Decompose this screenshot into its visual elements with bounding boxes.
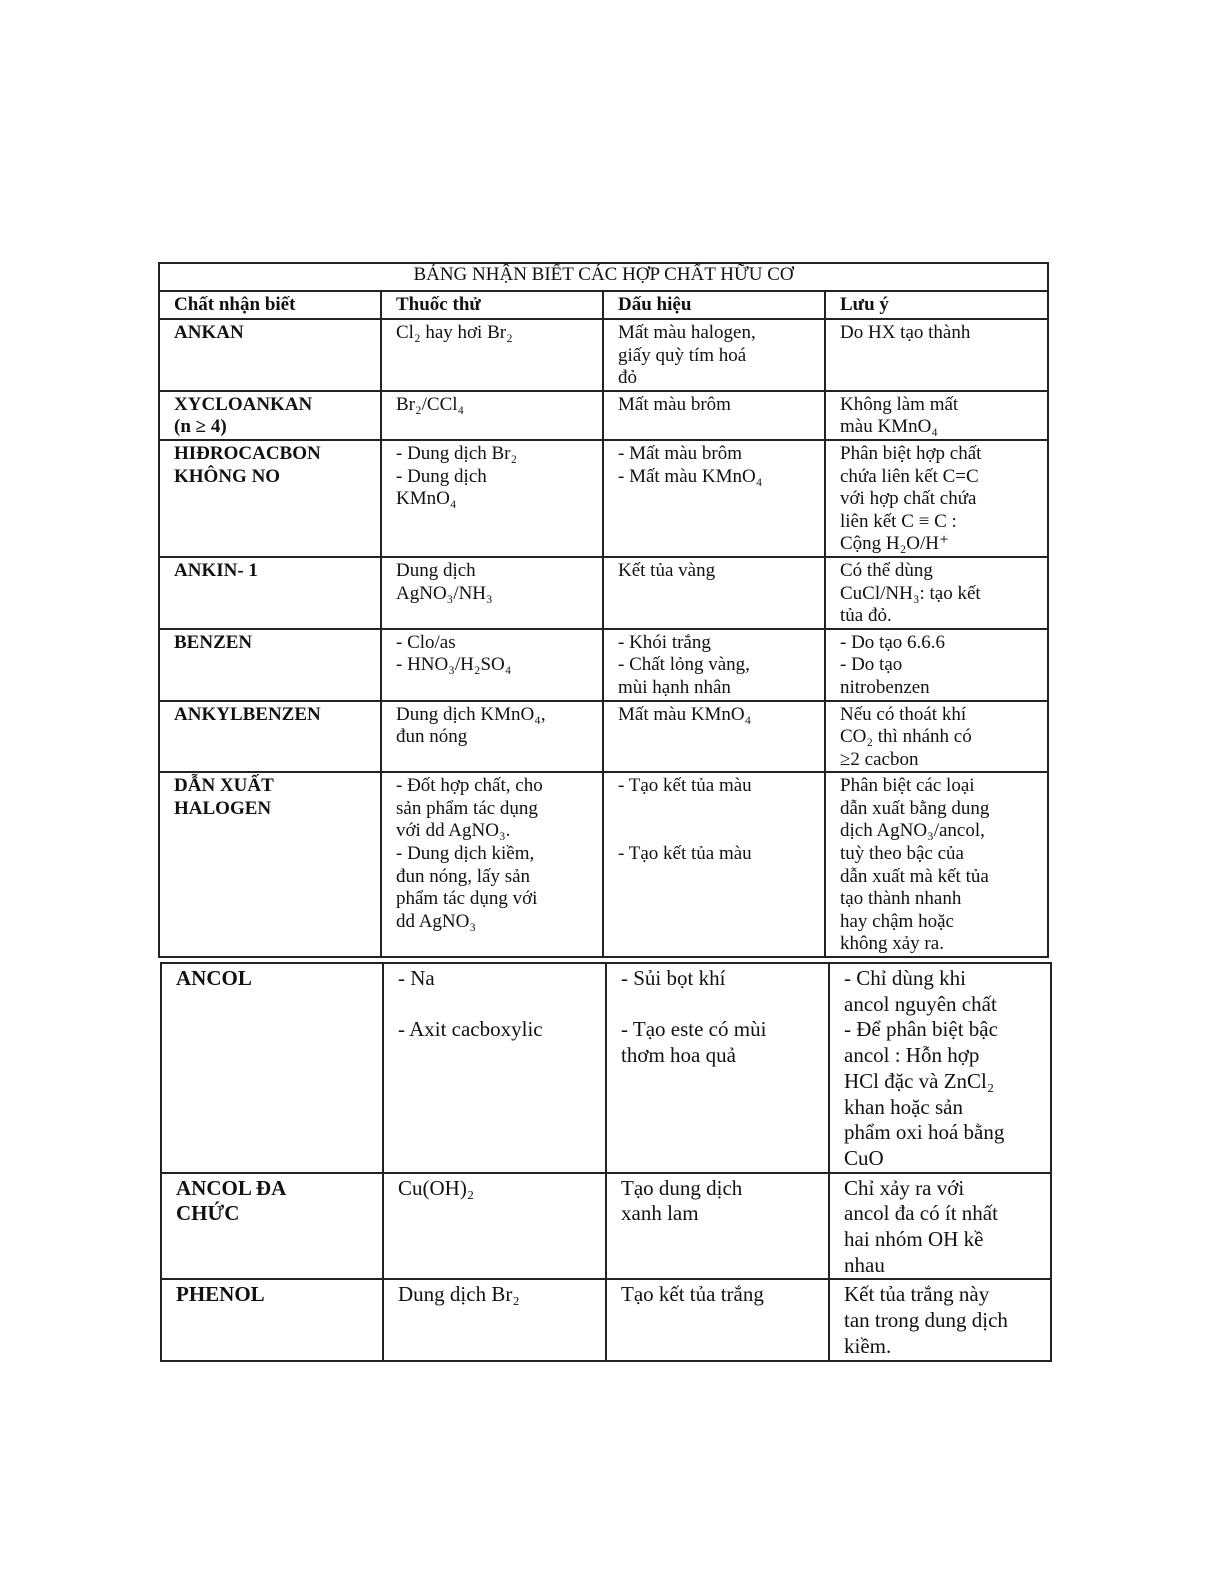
cell-sign: [603, 557, 825, 629]
cell-compound: [159, 319, 381, 391]
cell-note: [825, 440, 1048, 557]
cell-line: AgNO₃/NH₃: [396, 582, 493, 604]
cell-line: - Mất màu brôm: [618, 442, 743, 464]
cell-line: Tạo kết tủa trắng: [621, 1282, 764, 1307]
cell-line: - Na: [398, 966, 435, 990]
table-row: [159, 772, 1048, 957]
cell-line: PHENOL: [176, 1282, 265, 1307]
cell-line: [618, 820, 824, 843]
cell-line: HCl đặc và ZnCl₂: [844, 1068, 995, 1093]
cell-compound: [159, 440, 381, 557]
cell-compound: [161, 1279, 383, 1360]
cell-line: [618, 798, 824, 821]
cell-line: với hợp chất chứa: [840, 488, 977, 510]
cell-line: đun nóng: [396, 726, 468, 748]
cell-sign: [603, 440, 825, 557]
cell-line: thơm hoa quả: [621, 1043, 736, 1068]
cell-line: đỏ: [618, 367, 637, 389]
cell-sign: [603, 319, 825, 391]
cell-line: KHÔNG NO: [174, 465, 281, 487]
table-row: [161, 1173, 1051, 1280]
cell-line: - Dung dịch Br₂: [396, 442, 518, 464]
cell-line: Cl₂ hay hơi Br₂: [396, 322, 513, 343]
cell-line: màu KMnO₄: [840, 416, 938, 438]
cell-line: - Khói trắng: [618, 631, 711, 653]
cell-compound: [159, 629, 381, 701]
cell-line: xanh lam: [621, 1201, 699, 1226]
cell-reagent: [381, 319, 603, 391]
header-sign: Dấu hiệu: [603, 291, 825, 319]
cell-line: kiềm.: [844, 1333, 892, 1358]
cell-sign: [606, 1173, 829, 1280]
table-title: BẢNG NHẬN BIẾT CÁC HỢP CHẤT HỮU CƠ: [159, 263, 1048, 291]
table-row: [161, 1279, 1051, 1360]
cell-line: liên kết C ≡ C :: [840, 510, 957, 532]
cell-line: Br₂/CCl₄: [396, 393, 465, 415]
cell-line: - Tạo kết tủa màu: [618, 843, 752, 865]
cell-line: Phân biệt các loại: [840, 775, 975, 797]
cell-line: dịch AgNO₃/ancol,: [840, 820, 985, 842]
cell-line: CO₂ thì nhánh có: [840, 726, 972, 748]
cell-line: mùi hạnh nhân: [618, 676, 731, 698]
cell-note: [825, 391, 1048, 440]
cell-line: Chỉ xảy ra với: [844, 1175, 965, 1200]
cell-line: nitrobenzen: [840, 676, 930, 698]
cell-compound: [161, 963, 383, 1173]
cell-line: XYCLOANKAN: [174, 393, 313, 415]
cell-line: - Tạo kết tủa màu: [618, 775, 752, 797]
cell-reagent: [381, 391, 603, 440]
cell-line: ANCOL ĐA: [176, 1175, 287, 1200]
cell-line: ≥2 cacbon: [840, 748, 919, 770]
cell-note: [825, 557, 1048, 629]
cell-line: Kết tủa vàng: [618, 559, 716, 581]
cell-line: (n ≥ 4): [174, 416, 227, 438]
cell-line: Mất màu halogen,: [618, 322, 756, 343]
header-compound: Chất nhận biết: [159, 291, 381, 319]
cell-line: đun nóng, lấy sản: [396, 865, 531, 887]
cell-sign: [606, 963, 829, 1173]
cell-line: BENZEN: [174, 631, 253, 653]
cell-sign: [603, 629, 825, 701]
cell-line: Cu(OH)₂: [398, 1175, 475, 1200]
cell-line: CHỨC: [176, 1201, 240, 1226]
cell-line: ANKYLBENZEN: [174, 703, 321, 725]
cell-line: - Dung dịch kiềm,: [396, 843, 535, 865]
cell-line: DẪN XUẤT: [174, 775, 274, 797]
cell-line: - Tạo este có mùi: [621, 1017, 767, 1042]
cell-line: dd AgNO₃: [396, 910, 476, 932]
cell-line: - Để phân biệt bậc: [844, 1017, 998, 1042]
cell-line: không xảy ra.: [840, 933, 944, 955]
cell-reagent: [383, 1279, 606, 1360]
cell-line: sản phẩm tác dụng: [396, 797, 538, 819]
cell-line: Có thể dùng: [840, 559, 933, 581]
cell-reagent: [381, 701, 603, 773]
cell-sign: [606, 1279, 829, 1360]
cell-line: Phân biệt hợp chất: [840, 442, 982, 464]
cell-line: - Chất lỏng vàng,: [618, 654, 750, 676]
cell-line: ANKIN- 1: [174, 559, 258, 581]
cell-note: [825, 701, 1048, 773]
cell-line: - Clo/as: [396, 631, 456, 653]
cell-compound: [159, 701, 381, 773]
cell-line: - Do tạo 6.6.6: [840, 631, 946, 653]
cell-line: Tạo dung dịch: [621, 1175, 743, 1200]
cell-line: - Axit cacboxylic: [398, 1017, 543, 1042]
cell-line: [398, 992, 605, 1018]
cell-line: Cộng H₂O/H⁺: [840, 533, 950, 555]
cell-reagent: [383, 1173, 606, 1280]
cell-line: CuO: [844, 1145, 884, 1170]
table-row: [159, 440, 1048, 557]
cell-line: tủa đỏ.: [840, 605, 892, 627]
cell-line: tuỳ theo bậc của: [840, 843, 964, 865]
cell-line: Dung dịch KMnO₄,: [396, 703, 546, 725]
cell-note: [825, 772, 1048, 957]
cell-line: - Chỉ dùng khi: [844, 966, 966, 990]
cell-line: - Đốt hợp chất, cho: [396, 775, 543, 797]
cell-note: [825, 319, 1048, 391]
cell-line: Nếu có thoát khí: [840, 703, 967, 725]
cell-line: phẩm oxi hoá bằng: [844, 1120, 1005, 1145]
cell-line: dẫn xuất mà kết tủa: [840, 865, 989, 887]
cell-line: Mất màu brôm: [618, 393, 731, 415]
cell-line: ANCOL: [176, 966, 252, 990]
cell-note: [829, 963, 1051, 1173]
cell-line: với dd AgNO₃.: [396, 820, 511, 842]
recognition-table-part-2: [160, 962, 1052, 1362]
cell-compound: [159, 391, 381, 440]
cell-note: [829, 1279, 1051, 1360]
cell-line: CuCl/NH₃: tạo kết: [840, 582, 981, 604]
cell-sign: [603, 391, 825, 440]
cell-reagent: [383, 963, 606, 1173]
cell-line: HIĐROCACBON: [174, 442, 321, 464]
cell-line: KMnO₄: [396, 488, 457, 510]
cell-line: Do HX tạo thành: [840, 322, 971, 343]
cell-line: nhau: [844, 1252, 885, 1277]
recognition-table-part-1: [158, 262, 1049, 958]
cell-line: Không làm mất: [840, 393, 959, 415]
cell-line: Dung dịch: [396, 559, 476, 581]
table-row: [159, 629, 1048, 701]
cell-line: ANKAN: [174, 322, 244, 343]
header-reagent: Thuốc thử: [381, 291, 603, 319]
cell-line: hay chậm hoặc: [840, 910, 954, 932]
cell-line: phẩm tác dụng với: [396, 888, 538, 910]
cell-reagent: [381, 772, 603, 957]
table-row: [161, 963, 1051, 1173]
cell-note: [829, 1173, 1051, 1280]
cell-line: tạo thành nhanh: [840, 888, 962, 910]
table-row: [159, 557, 1048, 629]
cell-line: chứa liên kết C=C: [840, 465, 979, 487]
cell-line: giấy quỳ tím hoá: [618, 344, 747, 366]
cell-line: khan hoặc sản: [844, 1094, 963, 1119]
header-row: [159, 291, 1048, 319]
cell-line: - Do tạo: [840, 654, 903, 676]
cell-line: ancol : Hỗn hợp: [844, 1043, 980, 1068]
cell-compound: [159, 557, 381, 629]
cell-line: Kết tủa trắng này: [844, 1282, 990, 1307]
cell-line: - Mất màu KMnO₄: [618, 465, 763, 487]
cell-line: HALOGEN: [174, 797, 272, 819]
table-row: [159, 701, 1048, 773]
cell-reagent: [381, 440, 603, 557]
cell-line: - Dung dịch: [396, 465, 487, 487]
cell-sign: [603, 772, 825, 957]
cell-line: [621, 992, 828, 1018]
cell-compound: [159, 772, 381, 957]
cell-compound: [161, 1173, 383, 1280]
cell-note: [825, 629, 1048, 701]
cell-reagent: [381, 629, 603, 701]
cell-reagent: [381, 557, 603, 629]
cell-line: Mất màu KMnO₄: [618, 703, 752, 725]
cell-line: - Sủi bọt khí: [621, 966, 726, 990]
cell-sign: [603, 701, 825, 773]
table-row: [159, 319, 1048, 391]
cell-line: ancol nguyên chất: [844, 991, 997, 1016]
cell-line: dẫn xuất bằng dung: [840, 797, 990, 819]
cell-line: - HNO₃/H₂SO₄: [396, 654, 512, 676]
cell-line: ancol đa có ít nhất: [844, 1201, 998, 1226]
table-row: [159, 391, 1048, 440]
header-note: Lưu ý: [825, 291, 1048, 319]
cell-line: hai nhóm OH kề: [844, 1227, 984, 1252]
cell-line: Dung dịch Br₂: [398, 1282, 520, 1307]
cell-line: tan trong dung dịch: [844, 1308, 1008, 1333]
